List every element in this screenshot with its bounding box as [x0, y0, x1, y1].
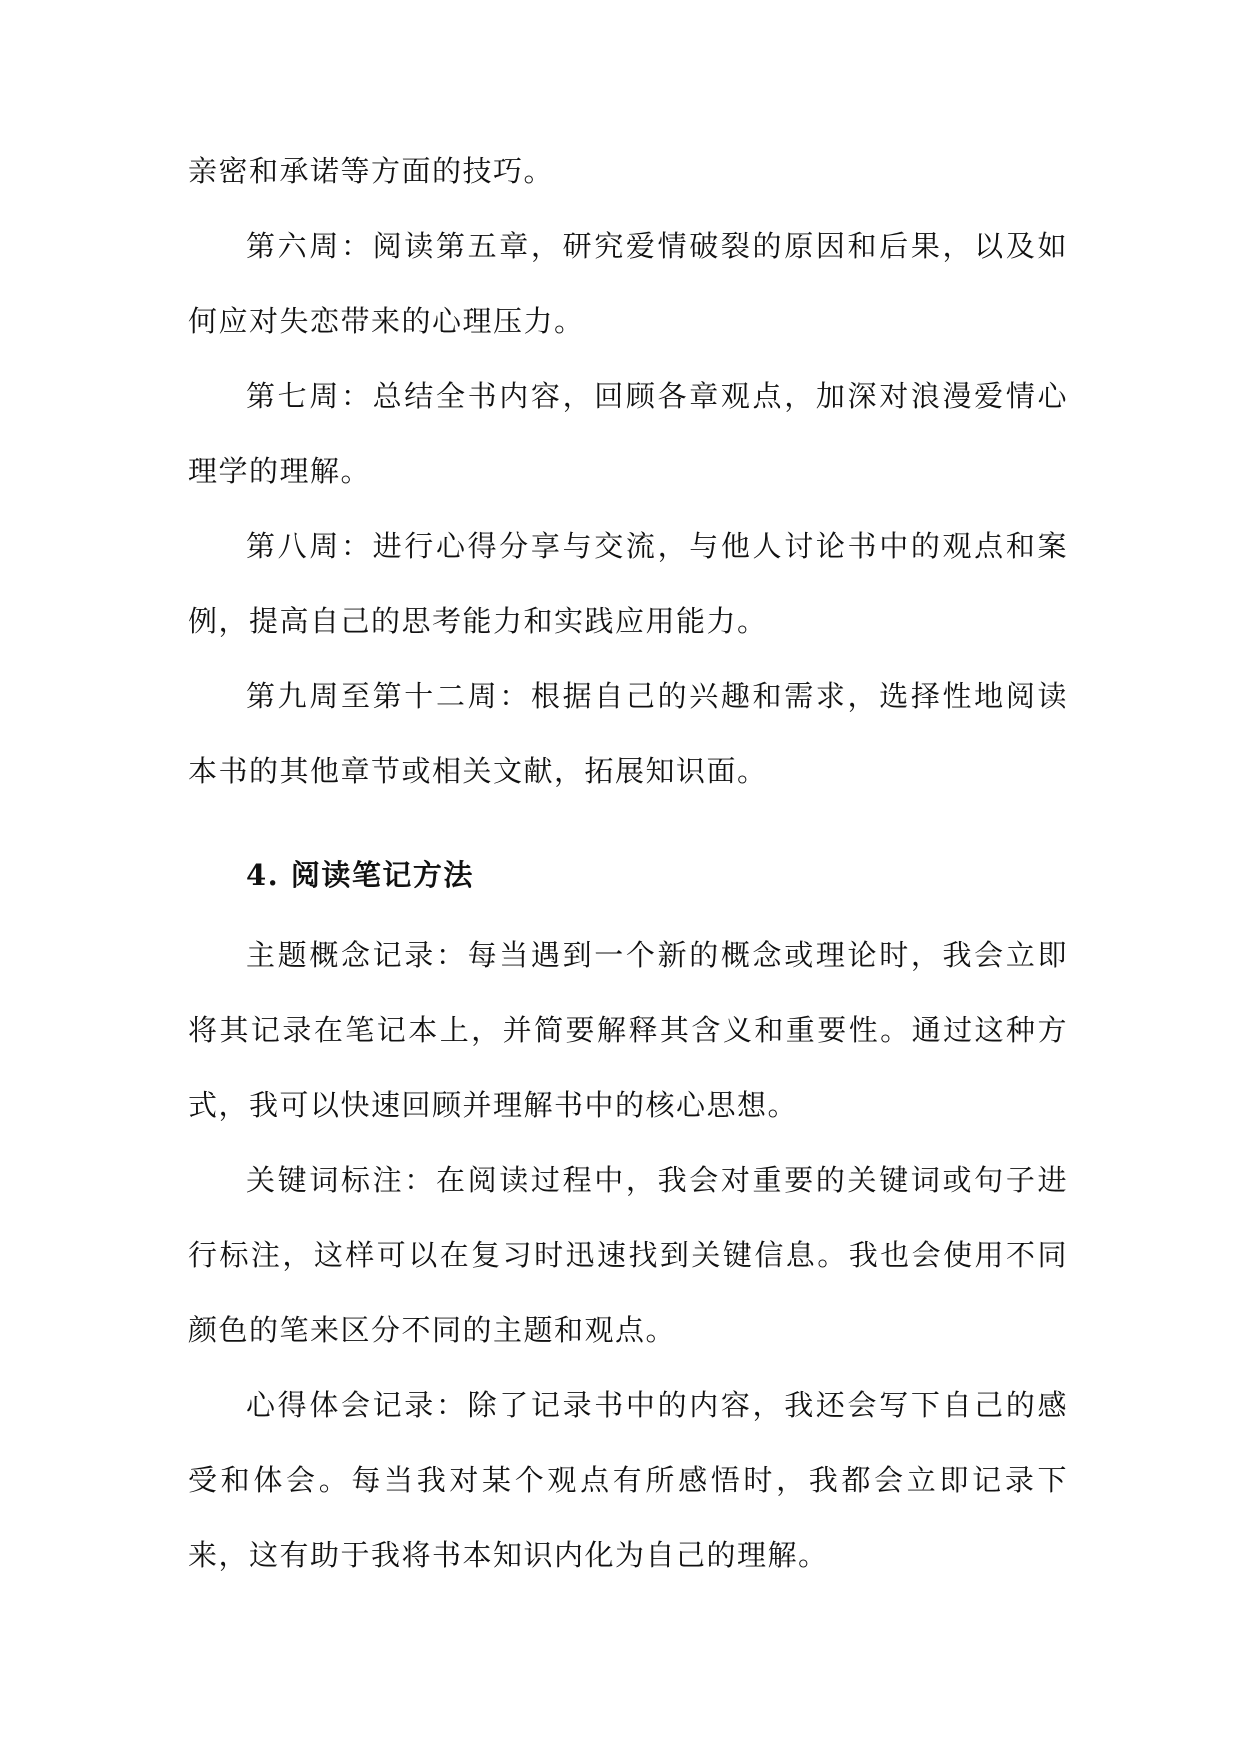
paragraph-week-6: 第六周：阅读第五章，研究爱情破裂的原因和后果，以及如何应对失恋带来的心理压力。 [188, 229, 1068, 338]
paragraph-concept-notes: 主题概念记录：每当遇到一个新的概念或理论时，我会立即将其记录在笔记本上，并简要解释其含义和重要性。通过这种方式，我可以快速回顾并理解书中的核心思想。 [188, 938, 1068, 1122]
text-block-bottom [188, 918, 1068, 1593]
section-heading: 4. 阅读笔记方法 [246, 858, 474, 892]
paragraph-continuation: 亲密和承诺等方面的技巧。 [188, 154, 555, 188]
paragraph-week-9-12: 第九周至第十二周：根据自己的兴趣和需求，选择性地阅读本书的其他章节或相关文献，拓展知识面。 [188, 679, 1068, 788]
paragraph-reflection-notes: 心得体会记录：除了记录书中的内容，我还会写下自己的感受和体会。每当我对某个观点有所感悟时，我都会立即记录下来，这有助于我将书本知识内化为自己的理解。 [188, 1388, 1068, 1572]
paragraph-week-8: 第八周：进行心得分享与交流，与他人讨论书中的观点和案例，提高自己的思考能力和实践应用能力。 [188, 529, 1068, 638]
paragraph-week-7: 第七周：总结全书内容，回顾各章观点，加深对浪漫爱情心理学的理解。 [188, 379, 1068, 488]
paragraph-keyword-marking: 关键词标注：在阅读过程中，我会对重要的关键词或句子进行标注，这样可以在复习时迅速找到关键信息。我也会使用不同颜色的笔来区分不同的主题和观点。 [188, 1163, 1068, 1347]
text-block-top [188, 134, 1068, 809]
